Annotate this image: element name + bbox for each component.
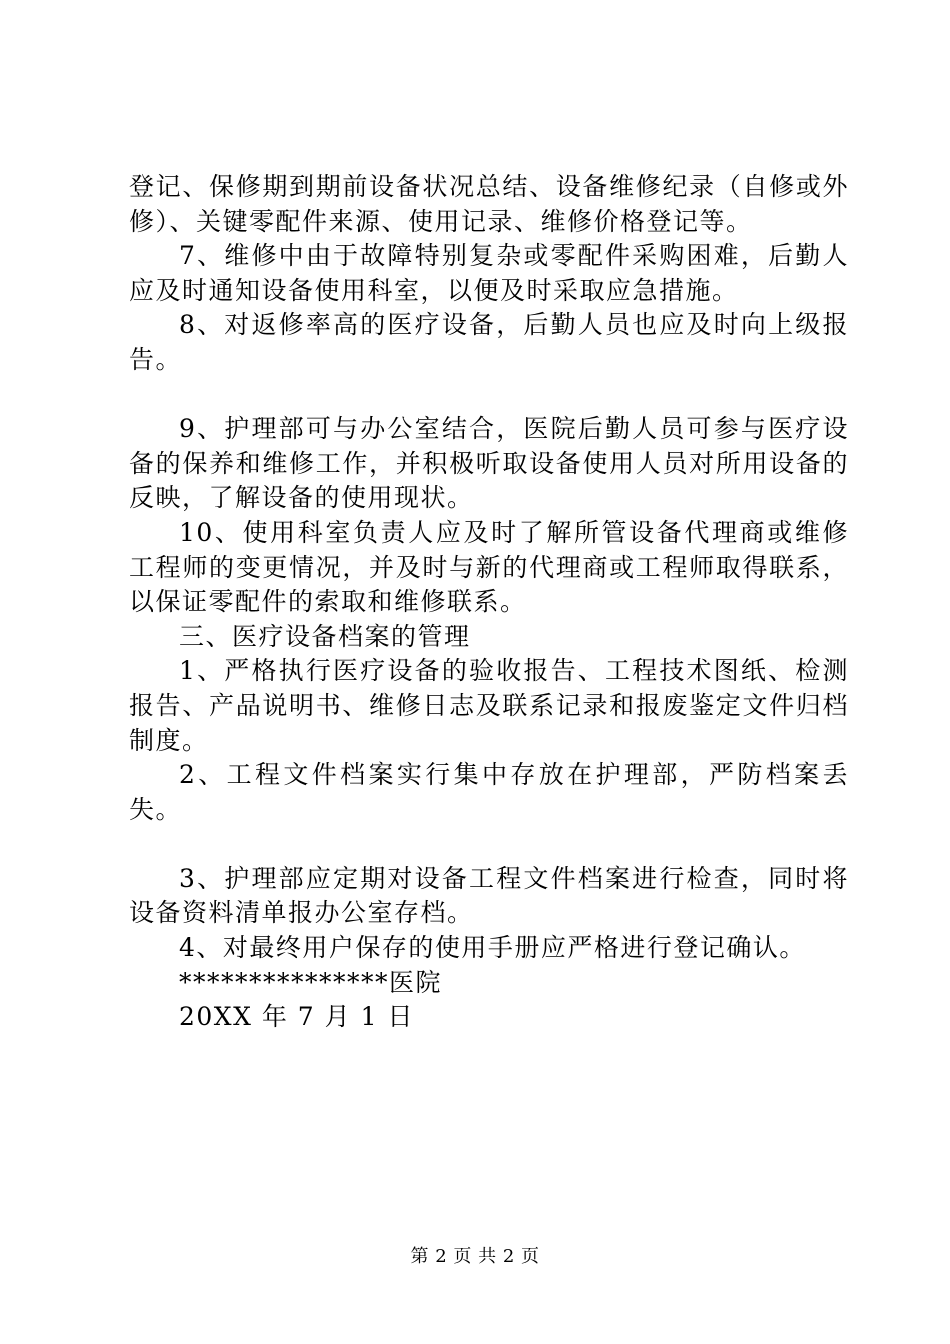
paragraph-item-9: 9、护理部可与办公室结合，医院后勤人员可参与医疗设备的保养和维修工作，并积极听取设备使用人员对所用设备的反映，了解设备的使用现状。 — [129, 414, 849, 513]
paragraph-spacer — [129, 378, 849, 413]
paragraph-item-7: 7、维修中由于故障特别复杂或零配件采购困难，后勤人应及时通知设备使用科室，以便及时采取应急措施。 — [129, 241, 849, 305]
document-body — [129, 170, 849, 1035]
paragraph-archive-item-2: 2、工程文件档案实行集中存放在护理部，严防档案丢失。 — [129, 760, 849, 824]
paragraph-item-8: 8、对返修率高的医疗设备，后勤人员也应及时向上级报告。 — [129, 310, 849, 374]
paragraph-archive-item-1: 1、严格执行医疗设备的验收报告、工程技术图纸、检测报告、产品说明书、维修日志及联系记录和报废鉴定文件归档制度。 — [129, 656, 849, 755]
signature-hospital: ***************医院 — [179, 967, 443, 997]
section-heading-archives: 三、医疗设备档案的管理 — [179, 621, 471, 651]
page-number-footer: 第 2 页 共 2 页 — [410, 1246, 540, 1267]
signature-date: 20XX 年 7 月 1 日 — [179, 1002, 414, 1032]
paragraph-item-10: 10、使用科室负责人应及时了解所管设备代理商或维修工程师的变更情况，并及时与新的代理商或工程师取得联系，以保证零配件的索取和维修联系。 — [129, 517, 849, 617]
paragraph-archive-item-4: 4、对最终用户保存的使用手册应严格进行登记确认。 — [179, 933, 806, 963]
paragraph-spacer — [129, 827, 849, 862]
paragraph-maintenance-records: 登记、保修期到期前设备状况总结、设备维修纪录（自修或外修）、关键零配件来源、使用记录、维修价格登记等。 — [129, 172, 849, 236]
paragraph-archive-item-3: 3、护理部应定期对设备工程文件档案进行检查，同时将设备资料清单报办公室存档。 — [129, 863, 849, 928]
